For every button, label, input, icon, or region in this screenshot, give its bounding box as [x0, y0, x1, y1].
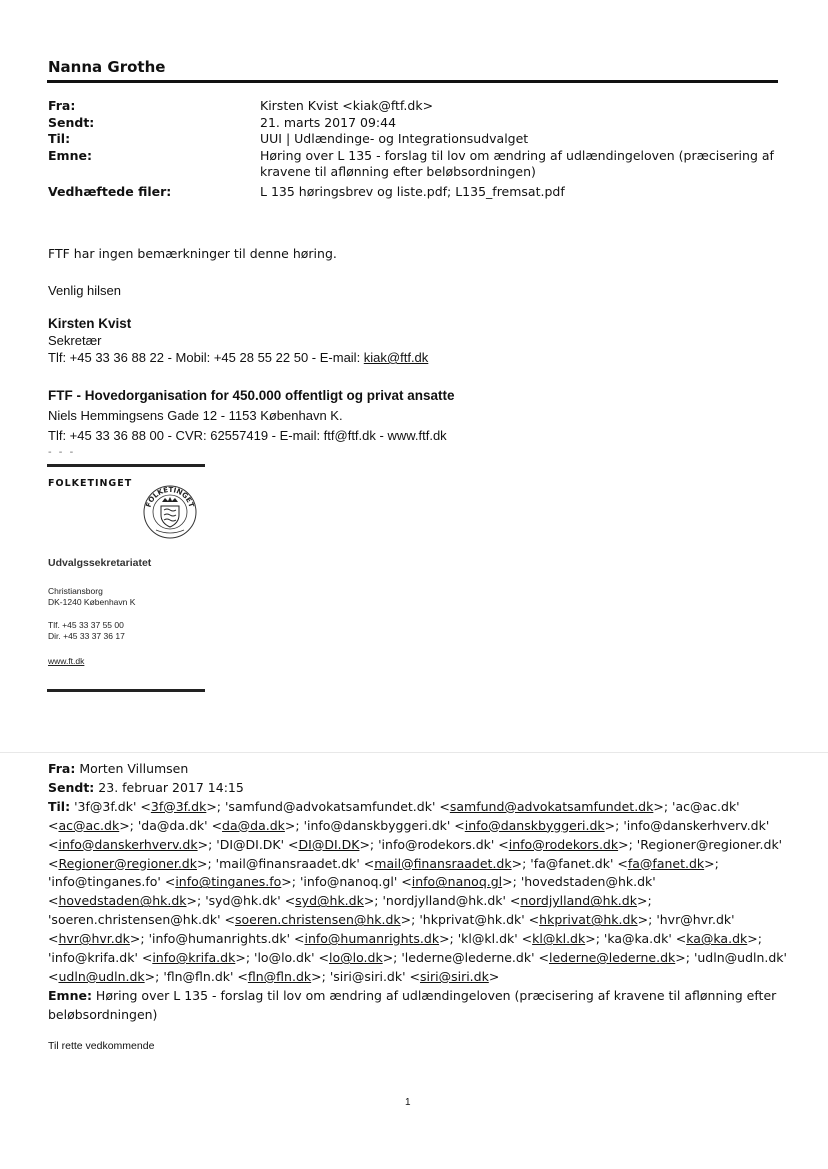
signature-name: Kirsten Kvist [48, 316, 132, 331]
recipient-email-link[interactable]: ac@ac.dk [58, 817, 120, 833]
body-text: FTF har ingen bemærkninger til denne høring. [48, 246, 337, 261]
address-line-1: Christiansborg [48, 586, 103, 596]
meta-label: Vedhæftede filer: [48, 183, 172, 199]
recipient-display: 'nordjylland@hk.dk' [382, 893, 506, 909]
recipient-display: '3f@3f.dk' [74, 798, 137, 814]
meta-value: Høring over L 135 - forslag til lov om ændring af udlændingeloven (præcisering af kravene til aflønning efter beløbsordningen) [260, 147, 774, 179]
recipient-display: 'fln@fln.dk' [163, 968, 234, 984]
recipient-item: 'hvr@hvr.dk' <hvr@hvr.dk>; [48, 912, 735, 947]
folketinget-logo-text: FOLKETINGET [48, 478, 133, 489]
recipient-display: 'info@humanrights.dk' [148, 931, 291, 947]
from-value: Morten Villumsen [75, 761, 189, 776]
recipient-display: 'DI@DI.DK' [216, 836, 285, 852]
meta-value: UUI | Udlændinge- og Integrationsudvalget [260, 131, 529, 146]
forwarded-sent-line [48, 779, 788, 798]
recipient-display: 'kl@kl.dk' [457, 931, 518, 947]
recipient-email-link[interactable]: fa@fanet.dk [627, 855, 705, 871]
recipient-display: 'hkprivat@hk.dk' [419, 912, 525, 928]
recipient-item: 'lederne@lederne.dk' <lederne@lederne.dk>; [401, 950, 694, 966]
recipient-display: 'samfund@advokatsamfundet.dk' [225, 798, 436, 814]
meta-label: Til: [48, 131, 71, 146]
recipient-email-link[interactable]: kl@kl.dk [532, 931, 586, 947]
recipient-display: 'mail@finansraadet.dk' [215, 855, 360, 871]
recipient-display: 'da@da.dk' [137, 817, 208, 833]
email-meta [48, 98, 778, 200]
recipient-display: 'lo@lo.dk' [254, 950, 315, 966]
recipient-display: 'ka@ka.dk' [603, 931, 672, 947]
recipient-item: 'siri@siri.dk' <siri@siri.dk> [329, 968, 500, 984]
signature-contact [48, 350, 428, 365]
department-name: Udvalgssekretariatet [48, 557, 152, 569]
recipient-item: 'info@tinganes.fo' <info@tinganes.fo>; [48, 874, 300, 890]
recipient-email-link[interactable]: info@danskbyggeri.dk [464, 817, 605, 833]
recipient-item: 'info@krifa.dk' <info@krifa.dk>; [48, 950, 255, 966]
recipient-item: 'info@danskerhverv.dk' <info@danskerhverv.dk>; [48, 817, 770, 852]
direct-phone-line: Dir. +45 33 37 36 17 [48, 631, 125, 641]
recipient-email-link[interactable]: info@nanoq.gl [411, 874, 503, 890]
recipient-item: 'fln@fln.dk' <fln@fln.dk>; [163, 968, 330, 984]
recipient-display: 'fa@fanet.dk' [530, 855, 614, 871]
recipient-email-link[interactable]: da@da.dk [222, 817, 285, 833]
forwarded-to-line [48, 798, 788, 987]
recipient-item: 'Regioner@regioner.dk' <Regioner@regioner.dk>; [48, 836, 783, 871]
recipient-name-header: Nanna Grothe [48, 58, 166, 76]
recipient-display: 'lederne@lederne.dk' [401, 950, 535, 966]
recipient-item: 'info@humanrights.dk' <info@humanrights.dk>; [148, 931, 458, 947]
organization-contact: Tlf: +45 33 36 88 00 - CVR: 62557419 - E-mail: ftf@ftf.dk - www.ftf.dk [48, 428, 447, 443]
meta-value: L 135 høringsbrev og liste.pdf; L135_fremsat.pdf [260, 183, 565, 199]
recipient-email-link[interactable]: info@danskerhverv.dk [58, 836, 198, 852]
folketinget-bottom-bar [47, 689, 205, 692]
forwarded-subject-line [48, 987, 788, 1025]
from-label: Fra: [48, 761, 76, 776]
to-label: Til: [48, 798, 71, 814]
recipient-item: 'kl@kl.dk' <kl@kl.dk>; [457, 931, 604, 947]
recipient-display: 'info@tinganes.fo' [48, 874, 161, 890]
subject-label: Emne: [48, 987, 92, 1003]
website-link[interactable]: www.ft.dk [48, 656, 85, 666]
recipient-email-link[interactable]: lederne@lederne.dk [548, 950, 676, 966]
recipient-email-link[interactable]: mail@finansraadet.dk [374, 855, 512, 871]
recipient-display: 'info@nanoq.gl' [299, 874, 398, 890]
recipient-display: 'hvr@hvr.dk' [656, 912, 735, 928]
meta-row-subject [48, 148, 778, 181]
recipient-item: 'hovedstaden@hk.dk' <hovedstaden@hk.dk>; [48, 874, 656, 909]
recipient-display: 'info@danskbyggeri.dk' [303, 817, 451, 833]
recipient-item: 'lo@lo.dk' <lo@lo.dk>; [254, 950, 402, 966]
meta-value: 21. marts 2017 09:44 [260, 114, 397, 130]
recipient-item: 'info@rodekors.dk' <info@rodekors.dk>; [378, 836, 637, 852]
recipient-email-link[interactable]: udln@udln.dk [58, 968, 145, 984]
meta-row-attachments [48, 184, 778, 201]
recipient-email-link[interactable]: info@rodekors.dk [508, 836, 619, 852]
address-line-2: DK-1240 København K [48, 597, 136, 607]
page-number: 1 [405, 1097, 411, 1108]
recipient-email-link[interactable]: ka@ka.dk [686, 931, 748, 947]
recipient-item: 'samfund@advokatsamfundet.dk' <samfund@advokatsamfundet.dk>; [225, 798, 673, 814]
recipient-item: '3f@3f.dk' <3f@3f.dk>; [74, 798, 225, 814]
recipient-item: 'info@danskbyggeri.dk' <info@danskbyggeri.dk>; [303, 817, 624, 833]
recipient-email-link[interactable]: hovedstaden@hk.dk [58, 893, 187, 909]
recipient-email-link[interactable]: info@krifa.dk [152, 950, 236, 966]
recipient-item: 'info@nanoq.gl' <info@nanoq.gl>; [299, 874, 521, 890]
meta-row-from [48, 98, 778, 115]
phone-line: Tlf. +45 33 37 55 00 [48, 620, 124, 630]
sent-label: Sendt: [48, 779, 95, 795]
folketinget-top-bar [47, 464, 205, 467]
recipient-email-link[interactable]: Regioner@regioner.dk [58, 855, 197, 871]
recipient-display: 'soeren.christensen@hk.dk' [48, 912, 221, 928]
recipient-email-link[interactable]: fln@fln.dk [247, 968, 312, 984]
recipient-item: 'fa@fanet.dk' <fa@fanet.dk>; [530, 855, 719, 871]
meta-label: Sendt: [48, 114, 95, 130]
recipient-email-link[interactable]: 3f@3f.dk [150, 798, 207, 814]
header-divider [47, 80, 778, 83]
recipient-display: 'info@danskerhverv.dk' [623, 817, 770, 833]
signature-separator: - - - [48, 447, 76, 458]
recipient-email-link[interactable]: nordjylland@hk.dk [520, 893, 637, 909]
page-divider [0, 752, 828, 753]
recipient-item: 'udln@udln.dk' <udln@udln.dk>; [48, 950, 787, 984]
recipient-email-link[interactable]: syd@hk.dk [295, 893, 364, 909]
forwarded-from-line [48, 760, 788, 779]
recipient-email-link[interactable]: samfund@advokatsamfundet.dk [449, 798, 654, 814]
recipient-item: 'da@da.dk' <da@da.dk>; [137, 817, 304, 833]
meta-row-to [48, 131, 778, 148]
organization-title: FTF - Hovedorganisation for 450.000 offentligt og privat ansatte [48, 388, 455, 403]
organization-address: Niels Hemmingsens Gade 12 - 1153 København K. [48, 408, 343, 423]
recipient-item: 'ac@ac.dk' <ac@ac.dk>; [48, 798, 740, 833]
recipient-item: 'hkprivat@hk.dk' <hkprivat@hk.dk>; [419, 912, 657, 928]
recipient-item: 'mail@finansraadet.dk' <mail@finansraadet.dk>; [215, 855, 531, 871]
recipient-email-link[interactable]: soeren.christensen@hk.dk [235, 912, 401, 928]
recipient-email-link[interactable]: hvr@hvr.dk [58, 931, 130, 947]
salutation: Til rette vedkommende [48, 1040, 155, 1052]
recipient-email-link[interactable]: info@humanrights.dk [304, 931, 440, 947]
recipient-email-link[interactable]: hkprivat@hk.dk [539, 912, 638, 928]
forwarded-email [48, 760, 788, 1025]
recipient-display: 'info@rodekors.dk' [378, 836, 495, 852]
subject-value: Høring over L 135 - forslag til lov om ændring af udlændingeloven (præcisering af kravene til aflønning efter beløbsordningen) [48, 987, 777, 1022]
recipient-display: 'hovedstaden@hk.dk' [520, 874, 656, 890]
recipient-item: 'nordjylland@hk.dk' <nordjylland@hk.dk>; [382, 893, 652, 909]
greeting: Venlig hilsen [48, 283, 121, 298]
signature-title: Sekretær [48, 333, 102, 348]
recipient-display: 'info@krifa.dk' [48, 950, 138, 966]
recipient-email-link[interactable]: lo@lo.dk [329, 950, 383, 966]
meta-label: Fra: [48, 98, 76, 113]
recipient-item: 'ka@ka.dk' <ka@ka.dk>; [603, 931, 762, 947]
recipient-item: 'syd@hk.dk' <syd@hk.dk>; [205, 893, 383, 909]
recipient-display: 'syd@hk.dk' [205, 893, 281, 909]
recipient-display: 'ac@ac.dk' [672, 798, 740, 814]
recipient-display: 'Regioner@regioner.dk' [636, 836, 783, 852]
meta-row-sent [48, 115, 778, 132]
signature-email-link[interactable]: kiak@ftf.dk [363, 350, 429, 365]
signature-contact-text: Tlf: +45 33 36 88 22 - Mobil: +45 28 55 22 50 - E-mail: [48, 350, 364, 365]
recipient-display: 'siri@siri.dk' [329, 968, 406, 984]
recipient-email-link[interactable]: siri@siri.dk [419, 968, 489, 984]
recipient-display: 'udln@udln.dk' [693, 950, 787, 966]
seal-text: FOLKETINGET [144, 485, 196, 509]
sent-value: 23. februar 2017 14:15 [94, 779, 244, 795]
meta-label: Emne: [48, 147, 92, 163]
meta-value: Kirsten Kvist <kiak@ftf.dk> [260, 98, 434, 113]
folketinget-seal-icon [142, 484, 198, 540]
recipient-email-link[interactable]: info@tinganes.fo [175, 874, 282, 890]
recipient-item: 'soeren.christensen@hk.dk' <soeren.christensen@hk.dk>; [48, 912, 420, 928]
recipient-item: 'DI@DI.DK' <DI@DI.DK>; [216, 836, 379, 852]
recipient-email-link[interactable]: DI@DI.DK [298, 836, 360, 852]
